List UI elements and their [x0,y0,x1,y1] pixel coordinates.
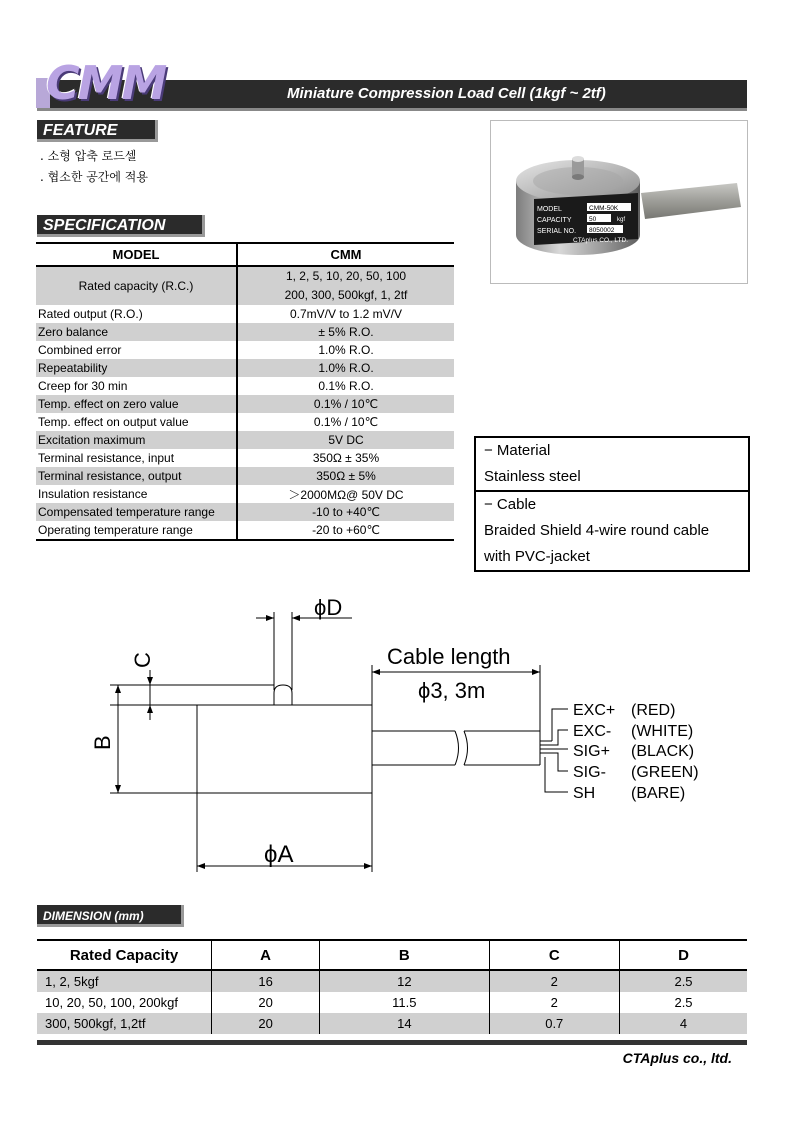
wire-name: SH [573,785,596,802]
spec-value: -10 to +40℃ [237,503,454,521]
dim-cell: 16 [212,970,320,992]
company-name: CTAplus co., ltd. [622,1050,732,1066]
spec-value: ＞2000MΩ@ 50V DC [288,487,404,502]
dim-header: D [620,940,747,970]
dim-cell: 4 [620,1013,747,1034]
dim-cell: 10, 20, 50, 100, 200kgf [37,992,212,1013]
spec-value: 0.1% / 10℃ [313,415,379,429]
spec-value [237,266,454,305]
spec-name: Operating temperature range [36,521,237,540]
spec-name: Zero balance [36,323,237,341]
dim-cell: 2 [489,992,620,1013]
spec-value: 1.0% R.O. [237,359,454,377]
spec-header-cmm: CMM [237,243,454,266]
spec-name: Rated capacity (R.C.) [36,266,237,305]
feature-label: FEATURE [37,120,158,142]
material-value: Stainless steel [484,468,581,485]
spec-value: 350Ω ± 5% [237,467,454,485]
dim-phi-d: ϕD [314,595,343,620]
feature-item: . 협소한 공간에 적용 [40,170,148,184]
wire-color: (WHITE) [631,723,694,740]
table-row [37,1013,747,1034]
spec-name: Combined error [36,341,237,359]
dim-cell: 1, 2, 5kgf [37,970,212,992]
cable-label: − Cable [476,490,748,518]
spec-name: Temp. effect on zero value [36,395,237,413]
dim-cell: 14 [320,1013,489,1034]
table-row [36,413,454,431]
table-row [36,266,454,305]
wire-color: (GREEN) [631,764,699,781]
cable-value-line2: with PVC-jacket [484,548,590,565]
spec-name: Creep for 30 min [36,377,237,395]
table-row [37,970,747,992]
wire-name: SIG+ [573,743,610,760]
nameplate-model: CMM-50K [589,205,619,212]
dim-cell: 2 [489,970,620,992]
spec-name: Temp. effect on output value [36,413,237,431]
dim-header: Rated Capacity [37,940,212,970]
dim-header: B [320,940,489,970]
table-row [36,305,454,323]
product-photo [490,120,748,284]
table-row [36,323,454,341]
dim-cell: 20 [212,992,320,1013]
footer-rule [37,1040,747,1045]
table-row [36,503,454,521]
dimension-label: DIMENSION (mm) [37,905,184,927]
dim-cell: 11.5 [320,992,489,1013]
spec-value: 5V DC [237,431,454,449]
dim-c: C [130,652,155,668]
nameplate-capacity-label: CAPACITY [537,217,572,224]
material-label: − Material [484,442,551,459]
spec-name: Terminal resistance, output [36,467,237,485]
spec-value: 1.0% R.O. [318,343,374,357]
table-row [36,341,454,359]
wire-name: SIG- [573,764,606,781]
product-logo [36,58,170,110]
table-row [36,431,454,449]
dim-header: C [489,940,620,970]
spec-value: -20 to +60℃ [237,521,454,540]
table-row [37,992,747,1013]
logo-text: CMM [46,56,166,110]
spec-value: 350Ω ± 35% [312,451,380,465]
spec-name: Compensated temperature range [36,503,237,521]
wire-color: (BLACK) [631,743,695,760]
wire-name: EXC- [573,723,612,740]
spec-value: 0.1% R.O. [318,379,374,393]
dim-cell: 12 [320,970,489,992]
specification-label: SPECIFICATION [37,215,205,237]
feature-item: . 소형 압축 로드셀 [40,149,137,163]
dim-cell: 300, 500kgf, 1,2tf [37,1013,212,1034]
wire-color: (BARE) [631,785,686,802]
dim-header: A [212,940,320,970]
dimension-table-wrap [37,939,747,1034]
dim-cell: 2.5 [674,995,693,1010]
spec-value: 0.1% / 10℃ [237,395,454,413]
dim-cell: 0.7 [489,1013,620,1034]
page-title: Miniature Compression Load Cell (1kgf ~ 2tf) [287,85,606,102]
wire-color: (RED) [631,702,676,719]
spec-name: Terminal resistance, input [36,449,237,467]
table-row [36,377,454,395]
dim-cell: 20 [212,1013,320,1034]
table-row [36,449,454,467]
specification-table-wrap [36,242,454,541]
nameplate-model-label: MODEL [537,206,562,213]
table-row [36,467,454,485]
spec-value: 0.7mV/V to 1.2 mV/V [289,307,403,321]
table-row [36,395,454,413]
feature-list [40,146,148,188]
specification-table [36,242,454,541]
dim-cell: 2.5 [620,970,747,992]
table-row [36,485,454,503]
material-cable-info [474,436,750,572]
load-cell-illustration [491,121,747,283]
table-row [36,359,454,377]
dim-b: B [90,735,115,750]
spec-name: Repeatability [36,359,237,377]
dim-phi-a: ϕA [264,841,294,868]
dim-cable-length: Cable length [387,644,511,669]
table-row [36,521,454,540]
spec-name: Rated output (R.O.) [36,305,237,323]
wire-name: EXC+ [573,702,616,719]
nameplate-serial-label: SERIAL NO. [537,228,577,235]
nameplate-serial: 8050002 [589,227,615,234]
dim-cable-spec: ϕ3, 3m [418,678,486,703]
spec-value: ± 5% R.O. [237,323,454,341]
spec-header-model: MODEL [36,243,237,266]
dimension-table [37,939,747,1034]
spec-name: Excitation maximum [36,431,237,449]
nameplate-maker: CTAplus CO., LTD. [573,237,629,244]
dimension-drawing [0,580,794,880]
nameplate-capacity-unit: kgf [617,217,626,223]
spec-value-line: 1, 2, 5, 10, 20, 50, 100 [285,269,407,283]
nameplate-capacity: 50 [589,216,597,223]
cable-value-line1: Braided Shield 4-wire round cable [484,522,710,539]
spec-name: Insulation resistance [36,485,237,503]
spec-value-line: 200, 300, 500kgf, 1, 2tf [284,288,408,302]
